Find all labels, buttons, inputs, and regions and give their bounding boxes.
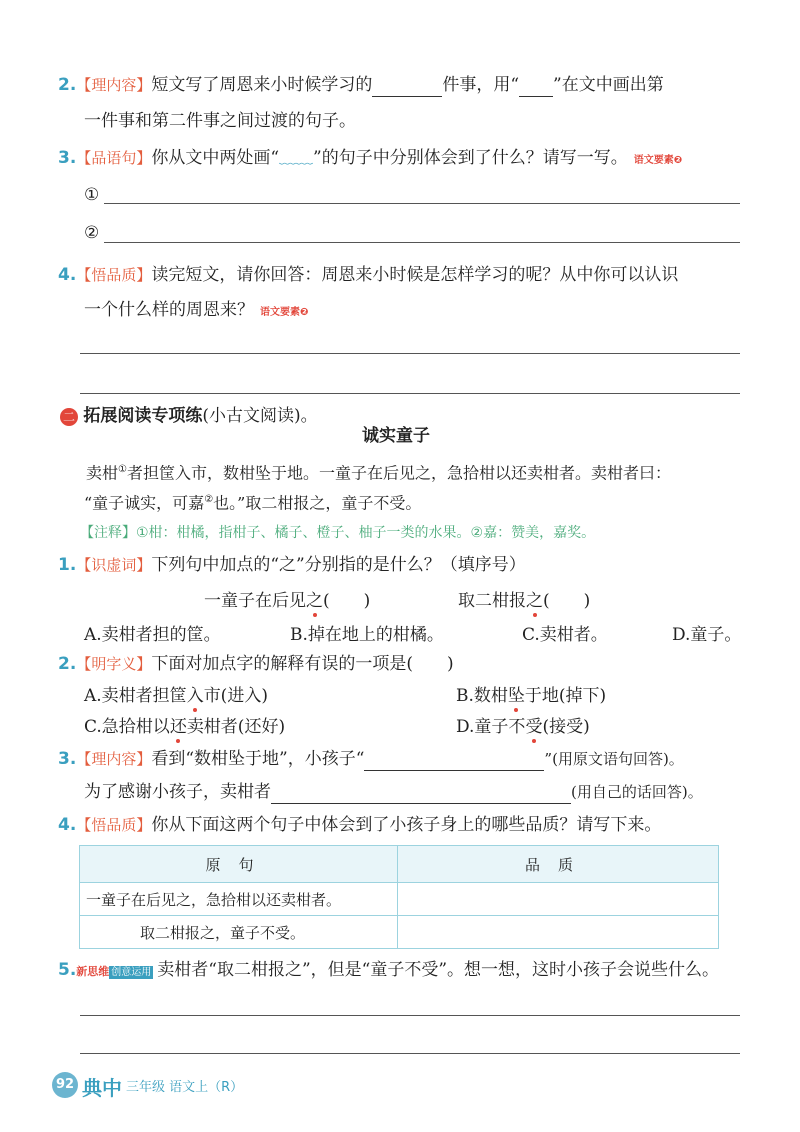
page-number: 92 [52,1072,78,1098]
option-d: D.童子。 [672,625,742,645]
skill-badge: 语文要素❷ [260,307,309,318]
section-header: 二 拓展阅读专项练(小古文阅读)。 [60,404,318,428]
answer-line[interactable] [80,393,740,394]
sentence-cell: 一童子在后见之，急拾柑以还卖柑者。 [80,883,398,916]
question-b1-line1: 1.【识虚词】下列句中加点的“之”分别指的是什么？（填序号） [58,555,526,575]
question-b3-line2: 为了感谢小孩子，卖柑者 (用自己的话回答)。 [84,782,703,802]
answer-cell[interactable] [398,916,719,949]
answer-line[interactable] [80,353,740,354]
table-row [80,916,719,949]
question-b1-sentence2: 取二柑报之( ) [458,591,591,611]
option-b: B.数柑坠于地(掉下) [456,686,607,706]
option-a: A.卖柑者担筐入市(进入) [84,686,268,706]
question-tag: 【悟品质】 [76,816,152,834]
wavy-mark: ﹏﹏ [279,148,314,168]
question-a4-line1: 4.【悟品质】读完短文，请你回答：周恩来小时候是怎样学习的呢？从中你可以认识 [58,265,679,285]
new-thinking-badge: 新思维 [76,965,110,978]
answer-line[interactable] [104,242,740,243]
answer-blank[interactable] [271,785,571,804]
column-header: 品质 [398,846,719,883]
answer-paren[interactable]: ( ) [323,591,371,611]
quality-table [79,845,719,949]
option-b: B.掉在地上的柑橘。 [290,625,444,645]
sentence-cell: 取二柑报之，童子不受。 [80,916,398,949]
answer-marker-1: ① [84,185,100,205]
question-b1-sentence1: 一童子在后见之( ) [204,591,371,611]
answer-paren[interactable]: ( ) [543,591,591,611]
answer-blank[interactable] [519,78,553,97]
question-number: 2. [58,75,77,95]
answer-blank[interactable] [364,752,544,771]
question-tag: 【理内容】 [76,76,152,94]
question-b4-line1: 4.【悟品质】你从下面这两个句子中体会到了小孩子身上的哪些品质？请写下来。 [58,815,662,835]
passage-line1: 卖柑①者担筐入市，数柑坠于地。一童子在后见之，急拾柑以还卖柑者。卖柑者曰： [86,463,671,483]
answer-marker-2: ② [84,223,100,243]
answer-cell[interactable] [398,883,719,916]
question-a2-line2: 一件事和第二件事之间过渡的句子。 [84,111,356,131]
option-d: D.童子不受(接受) [456,717,590,737]
section-icon: 二 [60,408,78,426]
brand-logo: 典中 [82,1076,122,1100]
skill-badge: 语文要素❷ [633,155,683,166]
question-tag: 【明字义】 [76,655,152,673]
question-a2-line1: 2.【理内容】短文写了周恩来小时候学习的 件事，用“ ”在文中画出第 [58,75,664,95]
question-tag: 【悟品质】 [76,266,152,284]
answer-blank[interactable] [372,78,442,97]
answer-line[interactable] [80,1053,740,1054]
option-c: C.卖柑者。 [522,625,608,645]
passage-title: 诚实童子 [362,426,430,446]
question-a4-line2: 一个什么样的周恩来？ 语文要素❷ [84,300,309,320]
question-b2-line1: 2.【明字义】下面对加点字的解释有误的一项是( ) [58,654,454,674]
table-header-row [80,846,719,883]
question-b5-line1: 5.新思维 创意运用 卖柑者“取二柑报之”，但是“童子不受”。想一想，这时小孩子会说些什么。 [58,960,720,980]
question-tag: 【识虚词】 [76,556,152,574]
column-header: 原句 [80,846,398,883]
question-tag: 【品语句】 [76,149,152,167]
grade-label: 三年级 语文上（R） [126,1080,244,1095]
question-tag: 【理内容】 [76,750,152,768]
question-a3-line1: 3.【品语句】你从文中两处画“﹏﹏”的句子中分别体会到了什么？请写一写。 语文要素❷ [58,148,683,168]
answer-line[interactable] [104,203,740,204]
table-row [80,883,719,916]
passage-line2: “童子诚实，可嘉②也。”取二柑报之，童子不受。 [84,493,422,513]
question-b3-line1: 3.【理内容】看到“数柑坠于地”，小孩子“ ”(用原文语句回答)。 [58,749,684,769]
passage-note: 【注释】①柑：柑橘，指柑子、橘子、橙子、柚子一类的水果。②嘉：赞美，嘉奖。 [80,525,596,541]
answer-line[interactable] [80,1015,740,1016]
option-a: A.卖柑者担的筐。 [84,625,221,645]
creative-badge: 创意运用 [111,967,152,978]
option-c: C.急拾柑以还卖柑者(还好) [84,717,286,737]
